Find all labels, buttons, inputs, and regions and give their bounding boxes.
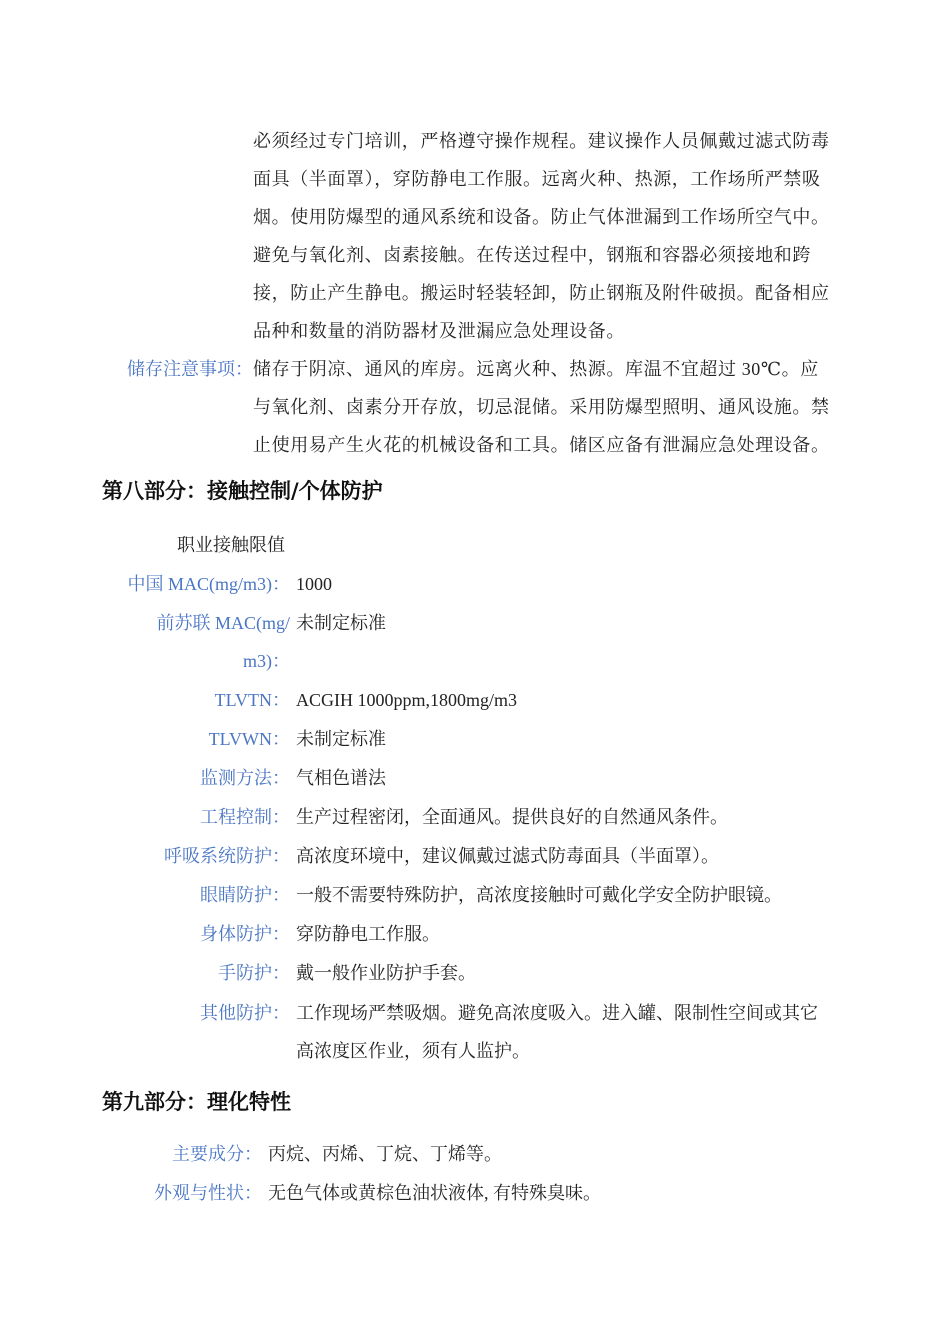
row-value: 气相色谱法 [296,768,386,788]
text-line: 与氧化剂、卤素分开存放，切忌混储。采用防爆型照明、通风设施。禁 [253,397,830,417]
row-value: 1000 [296,574,332,594]
text-line: 必须经过专门培训，严格遵守操作规程。建议操作人员佩戴过滤式防毒 [253,131,830,151]
row-value: 丙烷、丙烯、丁烷、丁烯等。 [268,1144,502,1164]
row-label: 主要成分： [172,1144,262,1164]
row-value: 高浓度环境中，建议佩戴过滤式防毒面具（半面罩）。 [296,846,719,866]
row-value: 未制定标准 [296,729,386,749]
section9-heading: 第九部分：理化特性 [102,1090,291,1114]
text-line: 储存于阴凉、通风的库房。远离火种、热源。库温不宜超过 30℃。应 [253,359,819,379]
text-line: 接，防止产生静电。搬运时轻装轻卸，防止钢瓶及附件破损。配备相应 [253,283,830,303]
row-label: 外观与性状： [154,1183,262,1203]
row-label: 中国 MAC(mg/m3)： [127,574,290,594]
row-value: 工作现场严禁吸烟。避免高浓度吸入。进入罐、限制性空间或其它 [296,1003,818,1023]
row-label: 呼吸系统防护： [164,846,290,866]
row-label: 其他防护： [200,1003,290,1023]
text-line: 避免与氧化剂、卤素接触。在传送过程中，钢瓶和容器必须接地和跨 [253,245,811,265]
row-value: 一般不需要特殊防护，高浓度接触时可戴化学安全防护眼镜。 [296,885,782,905]
row-label-cont: m3)： [243,651,290,671]
row-label: TLVWN： [208,729,290,749]
row-value: 戴一般作业防护手套。 [296,963,476,983]
storage-label: 储存注意事项： [127,359,253,379]
row-label: 前苏联 MAC(mg/ [156,613,290,633]
row-value: 穿防静电工作服。 [296,924,440,944]
row-label: 工程控制： [200,807,290,827]
text-line: 品种和数量的消防器材及泄漏应急处理设备。 [253,321,625,341]
row-label: 监测方法： [200,768,290,788]
row-value: 无色气体或黄棕色油状液体, 有特殊臭味。 [268,1183,601,1203]
row-label: 眼睛防护： [200,885,290,905]
row-label: 手防护： [218,963,290,983]
row-label: 身体防护： [200,924,290,944]
text-line: 止使用易产生火花的机械设备和工具。储区应备有泄漏应急处理设备。 [253,435,830,455]
row-value: 生产过程密闭，全面通风。提供良好的自然通风条件。 [296,807,728,827]
row-label: TLVTN： [214,690,290,710]
row-value: ACGIH 1000ppm,1800mg/m3 [296,690,518,710]
text-line: 面具（半面罩），穿防静电工作服。远离火种、热源，工作场所严禁吸 [253,169,821,189]
text-line: 烟。使用防爆型的通风系统和设备。防止气体泄漏到工作场所空气中。 [253,207,830,227]
section8-heading: 第八部分：接触控制/个体防护 [102,479,383,503]
row-value-cont: 高浓度区作业，须有人监护。 [296,1041,530,1061]
row-value: 未制定标准 [296,613,386,633]
exposure-limits-subheading: 职业接触限值 [177,535,285,555]
